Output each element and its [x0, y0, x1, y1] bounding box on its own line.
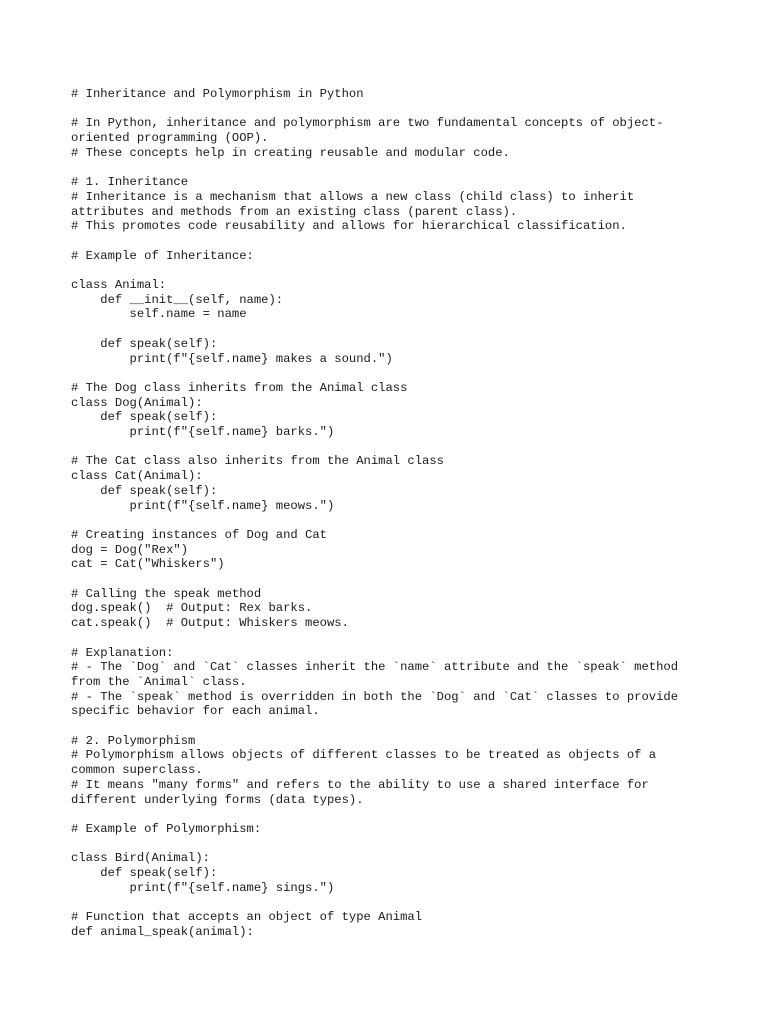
text-line: def animal_speak(animal):	[71, 924, 254, 939]
text-line: # - The `Dog` and `Cat` classes inherit the `name` attribute and the `speak` method	[71, 660, 679, 675]
text-line: # - The `speak` method is overridden in both the `Dog` and `Cat` classes to provide	[71, 689, 679, 704]
text-line: print(f"{self.name} barks.")	[71, 425, 335, 440]
text-line: # Function that accepts an object of type Animal	[71, 910, 423, 925]
blank-line	[71, 440, 731, 455]
text-line: different underlying forms (data types).	[71, 792, 364, 807]
blank-line	[71, 572, 731, 587]
text-line: # Example of Inheritance:	[71, 248, 254, 263]
text-line: print(f"{self.name} meows.")	[71, 498, 335, 513]
text-line: # These concepts help in creating reusable and modular code.	[71, 145, 510, 160]
text-line: oriented programming (OOP).	[71, 131, 269, 146]
text-line: common superclass.	[71, 763, 203, 778]
blank-line	[71, 322, 731, 337]
text-line: # It means "many forms" and refers to the ability to use a shared interface for	[71, 777, 649, 792]
blank-line	[71, 895, 731, 910]
text-line: self.name = name	[71, 307, 247, 322]
text-line: # 2. Polymorphism	[71, 733, 196, 748]
blank-line	[71, 513, 731, 528]
code-text-block	[71, 87, 731, 940]
text-line: def speak(self):	[71, 336, 218, 351]
text-line: # Creating instances of Dog and Cat	[71, 527, 327, 542]
text-line: from the `Animal` class.	[71, 674, 247, 689]
text-line: # The Cat class also inherits from the Animal class	[71, 454, 444, 469]
blank-line	[71, 102, 731, 117]
blank-line	[71, 719, 731, 734]
blank-line	[71, 631, 731, 646]
text-line: # Inheritance and Polymorphism in Python	[71, 87, 364, 101]
blank-line	[71, 807, 731, 822]
text-line: # The Dog class inherits from the Animal class	[71, 380, 408, 395]
text-line: dog = Dog("Rex")	[71, 542, 189, 557]
blank-line	[71, 366, 731, 381]
text-line: attributes and methods from an existing class (parent class).	[71, 204, 518, 219]
text-line: class Bird(Animal):	[71, 851, 210, 866]
text-line: # This promotes code reusability and allows for hierarchical classification.	[71, 219, 627, 234]
blank-line	[71, 263, 731, 278]
text-line: def speak(self):	[71, 866, 218, 881]
text-line: class Cat(Animal):	[71, 469, 203, 484]
text-line: def __init__(self, name):	[71, 292, 284, 307]
text-line: dog.speak() # Output: Rex barks.	[71, 601, 313, 616]
text-line: def speak(self):	[71, 483, 218, 498]
text-line: cat.speak() # Output: Whiskers meows.	[71, 616, 349, 631]
text-line: class Dog(Animal):	[71, 395, 203, 410]
text-line: # Inheritance is a mechanism that allows a new class (child class) to inherit	[71, 189, 635, 204]
text-line: # Explanation:	[71, 645, 174, 660]
blank-line	[71, 161, 731, 176]
text-line: print(f"{self.name} sings.")	[71, 880, 335, 895]
blank-line	[71, 234, 731, 249]
text-line: specific behavior for each animal.	[71, 704, 320, 719]
text-line: # 1. Inheritance	[71, 175, 189, 190]
text-line: class Animal:	[71, 278, 167, 293]
text-line: # Polymorphism allows objects of different classes to be treated as objects of a	[71, 748, 657, 763]
text-line: def speak(self):	[71, 410, 218, 425]
text-line: # In Python, inheritance and polymorphism are two fundamental concepts of object-	[71, 116, 664, 131]
text-line: # Calling the speak method	[71, 586, 262, 601]
text-line: print(f"{self.name} makes a sound.")	[71, 351, 393, 366]
text-line: cat = Cat("Whiskers")	[71, 557, 225, 572]
text-line: # Example of Polymorphism:	[71, 821, 262, 836]
blank-line	[71, 837, 731, 852]
